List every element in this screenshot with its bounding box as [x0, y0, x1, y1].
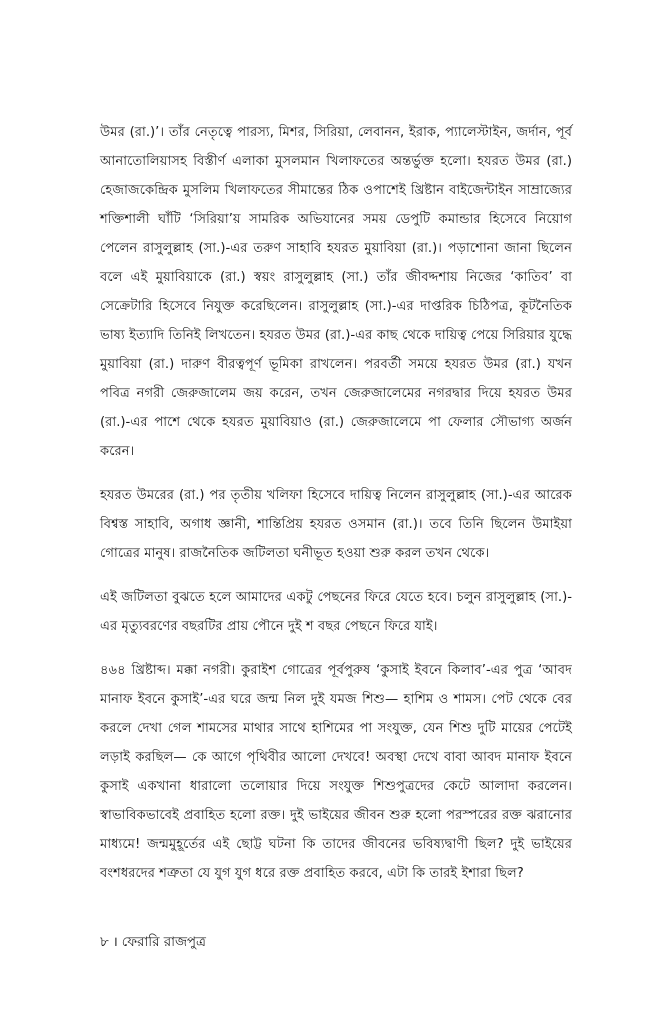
paragraph-1: উমর (রা.)’। তাঁর নেতৃত্বে পারস্য, মিশর, সিরিয়া, লেবানন, ইরাক, প্যালেস্টাইন, জর্দান, পূর্ব আনাতোলিয়াসহ বিস্তীর্ণ এলাকা মুসলমান খিলাফতের অন্তর্ভুক্ত হলো। হযরত উমর (রা.) হেজাজকেন্দ্রিক মুসলিম খিলাফতের সীমান্তের ঠিক ওপাশেই খ্রিষ্টান বাইজেন্টাইন সাম্রাজ্যের শক্তিশালী ঘাঁটি ‘সিরিয়া’য় সামরিক অভিযানের সময় ডেপুটি কমান্ডার হিসেবে নিয়োগ পেলেন রাসুলুল্লাহ (সা.)-এর তরুণ সাহাবি হযরত মুয়াবিয়া (রা.)। পড়াশোনা জানা ছিলেন বলে এই মুয়াবিয়াকে (রা.) স্বয়ং রাসুলুল্লাহ (সা.) তাঁর জীবদ্দশায় নিজের ‘কাতিব’ বা সেক্রেটারি হিসেবে নিযুক্ত করেছিলেন। রাসুলুল্লাহ (সা.)-এর দাপ্তরিক চিঠিপত্র, কূটনৈতিক ভাষ্য ইত্যাদি তিনিই লিখতেন। হযরত উমর (রা.)-এর কাছ থেকে দায়িত্ব পেয়ে সিরিয়ার যুদ্ধে মুয়াবিয়া (রা.) দারুণ বীরত্বপূর্ণ ভূমিকা রাখলেন। পরবর্তী সময়ে হযরত উমর (রা.) যখন পবিত্র নগরী জেরুজালেম জয় করেন, তখন জেরুজালেমের নগরদ্বার দিয়ে হযরত উমর (রা.)-এর পাশে থেকে হযরত মুয়াবিয়াও (রা.) জেরুজালেমে পা ফেলার সৌভাগ্য অর্জন করেন। — [100, 125, 572, 459]
body-text — [100, 118, 572, 903]
paragraph-2: হযরত উমরের (রা.) পর তৃতীয় খলিফা হিসেবে দায়িত্ব নিলেন রাসুলুল্লাহ (সা.)-এর আরেক বিশ্বস্ত সাহাবি, অগাধ জ্ঞানী, শান্তিপ্রিয় হযরত ওসমান (রা.)। তবে তিনি ছিলেন উমাইয়া গোত্রের মানুষ। রাজনৈতিক জটিলতা ঘনীভূত হওয়া শুরু করল তখন থেকে। — [100, 488, 572, 561]
page-footer — [100, 932, 206, 954]
paragraph-4: ৪৬৪ খ্রিষ্টাব্দ। মক্কা নগরী। কুরাইশ গোত্রের পূর্বপুরুষ ‘কুসাই ইবনে কিলাব’-এর পুত্র ‘আবদ মানাফ ইবনে কুসাই’-এর ঘরে জন্ম নিল দুই যমজ শিশু— হাশিম ও শামস। পেট থেকে বের করলে দেখা গেল শামসের মাথার সাথে হাশিমের পা সংযুক্ত, যেন শিশু দুটি মায়ের পেটেই লড়াই করছিল— কে আগে পৃথিবীর আলো দেখবে! অবস্থা দেখে বাবা আবদ মানাফ ইবনে কুসাই একখানা ধারালো তলোয়ার দিয়ে সংযুক্ত শিশুপুত্রদের কেটে আলাদা করলেন। স্বাভাবিকভাবেই প্রবাহিত হলো রক্ত। দুই ভাইয়ের জীবন শুরু হলো পরস্পরের রক্ত ঝরানোর মাধ্যমে! জন্মমুহূর্তের এই ছোট্ট ঘটনা কি তাদের জীবনের ভবিষ্যদ্বাণী ছিল? দুই ভাইয়ের বংশধরদের শত্রুতা যে যুগ যুগ ধরে রক্ত প্রবাহিত করবে, এটা কি তারই ইশারা ছিল? — [100, 663, 572, 881]
book-title: ফেরারি রাজপুত্র — [121, 935, 206, 950]
paragraph-3: এই জটিলতা বুঝতে হলে আমাদের একটু পেছনের ফিরে যেতে হবে। চলুন রাসুলুল্লাহ (সা.)-এর মৃত্যুবরণের বছরটির প্রায় পৌনে দুই শ বছর পেছনে ফিরে যাই। — [100, 590, 572, 634]
page-number: ৮ — [100, 935, 109, 950]
footer-separator: । — [112, 935, 118, 950]
